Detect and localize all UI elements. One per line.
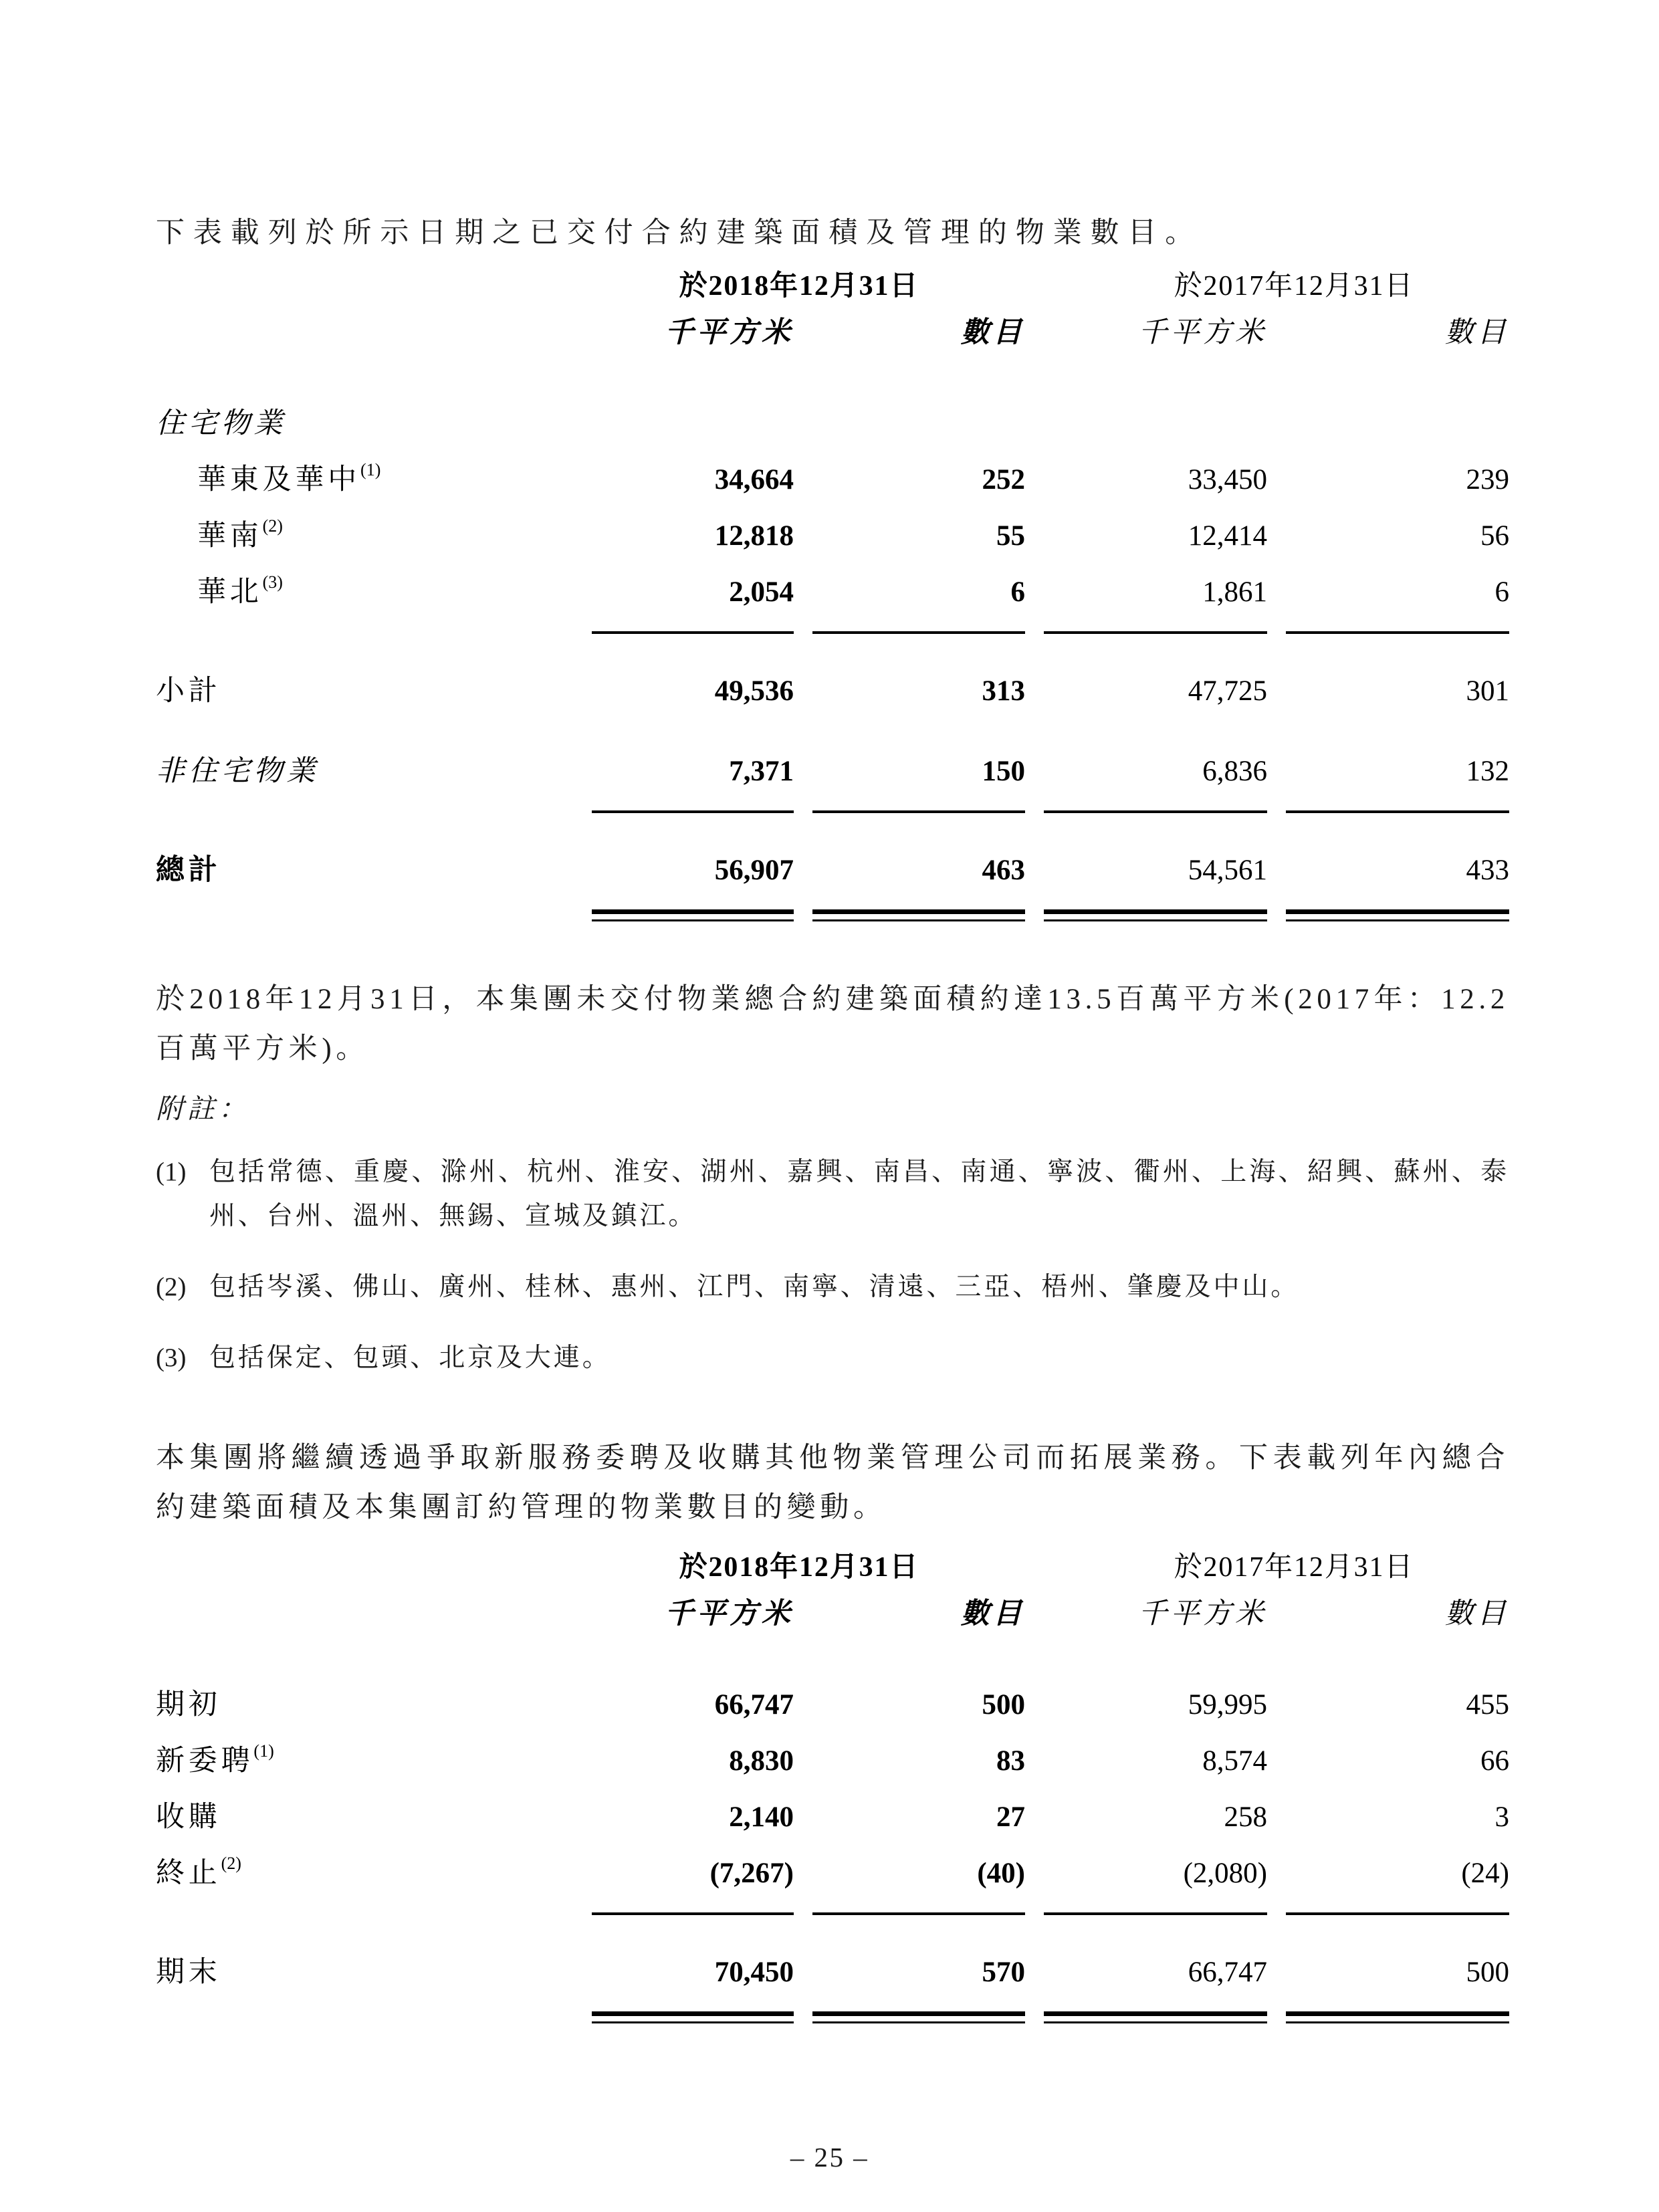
note-ref: (2) [262,516,283,536]
date-header-row [156,1550,1509,1597]
double-rule [1286,909,1509,921]
row-label: 新委聘$^{(1)}$ [156,1741,274,1777]
cell-value: 12,818 [714,520,794,552]
header-thousand-sqm-2017: 千平方米 [1138,317,1267,348]
cell-value: 66,747 [1188,1957,1267,1988]
cell-value: 6 [1495,576,1509,608]
cell-value: 59,995 [1188,1689,1267,1721]
double-rule-row [156,909,1509,947]
note-text: 包括常德、重慶、滁州、杭州、淮安、湖州、嘉興、南昌、南通、寧波、衢州、上海、紹興、蘇州、泰州、台州、溫州、無錫、宣城及鎮江。 [209,1157,1509,1230]
single-rule-row [156,810,1509,837]
header-count-2017: 數目 [1444,317,1509,348]
double-rule [812,2011,1025,2023]
unit-header-row [156,316,1509,364]
note-ref: (1) [360,460,381,479]
table-row-ending [156,1955,1509,2011]
note-2 [156,1265,1509,1309]
note-text: 包括保定、包頭、北京及大連。 [209,1343,611,1372]
cell-value: 301 [1466,675,1509,707]
row-label: 終止$^{(2)}$ [156,1854,241,1889]
row-label: 華南$^{(2)}$ [197,516,283,552]
header-thousand-sqm-2017: 千平方米 [1138,1598,1267,1630]
cell-value: 70,450 [714,1957,794,1988]
empty-cell [156,909,573,947]
empty-cell [156,1550,573,1597]
empty-cell [156,2011,573,2049]
single-rule [592,810,794,813]
spacer [156,837,1509,853]
cell-value: 1,861 [1202,576,1267,608]
double-rule [812,909,1025,921]
spacer [156,730,1509,754]
header-count-2018: 數目 [960,317,1025,348]
single-rule [1286,1912,1509,1915]
single-rule [1286,631,1509,634]
undelivered-gfa-paragraph: 於2018年12月31日，本集團未交付物業總合約建築面積約達13.5百萬平方米(2017年：12.2百萬平方米)。 [156,984,1509,1065]
row-label: 非住宅物業 [156,756,320,787]
empty-cell [156,1597,573,1645]
double-rule [1044,2011,1267,2023]
cell-value: 47,725 [1188,675,1267,707]
double-rule [1286,2011,1509,2023]
cell-value: (24) [1461,1858,1509,1889]
row-label: 期初 [156,1689,221,1721]
table-row-residential-section [156,407,1509,463]
cell-value [1267,407,1509,463]
header-thousand-sqm-2018: 千平方米 [665,1598,794,1630]
cell-value: 27 [996,1801,1025,1833]
table-row-south-china [156,519,1509,575]
cell-value: 500 [982,1689,1025,1721]
table-row-beginning [156,1688,1509,1744]
date-header-row [156,269,1509,316]
page-number: – 25 – [790,2142,869,2173]
cell-value [1025,407,1267,463]
row-label: 華東及華中$^{(1)}$ [197,460,381,495]
header-count-2017: 數目 [1444,1598,1509,1630]
row-label: 收購 [156,1801,221,1833]
single-rule [812,631,1025,634]
double-rule [592,909,794,921]
cell-value: 570 [982,1957,1025,1988]
note-text: 包括岑溪、佛山、廣州、桂林、惠州、江門、南寧、清遠、三亞、梧州、肇慶及中山。 [209,1273,1300,1301]
cell-value: 56,907 [714,855,794,886]
empty-cell [156,631,573,658]
table-row-north-china [156,575,1509,631]
note-1 [156,1150,1509,1238]
single-rule [1286,810,1509,813]
cell-value: 6,836 [1202,756,1267,787]
cell-value: 3 [1495,1801,1509,1833]
empty-cell [156,316,573,364]
single-rule [812,1912,1025,1915]
spacer [156,658,1509,674]
spacer [156,1939,1509,1955]
table-row-new-engagements [156,1744,1509,1800]
cell-value: 34,664 [714,464,794,495]
single-rule [1044,810,1267,813]
empty-cell [156,810,573,837]
cell-value: 7,371 [729,756,794,787]
table-row-subtotal [156,674,1509,730]
single-rule [1044,1912,1267,1915]
row-label: 小計 [156,675,221,707]
row-label: 住宅物業 [156,408,287,439]
header-as-at-2018: 於2018年12月31日 [679,1552,919,1583]
row-label: 華北$^{(3)}$ [197,572,283,608]
cell-value: 66 [1480,1745,1509,1777]
cell-value: 49,536 [714,675,794,707]
cell-value: 66,747 [714,1689,794,1721]
note-ref: (1) [253,1741,274,1761]
empty-cell [156,1912,573,1939]
cell-value [573,407,794,463]
single-rule-row [156,631,1509,658]
cell-value: 313 [982,675,1025,707]
note-number: (1) [156,1157,187,1186]
single-rule [592,631,794,634]
cell-value: 8,574 [1202,1745,1267,1777]
cell-value: 455 [1466,1689,1509,1721]
spacer [156,1645,1509,1688]
double-rule [592,2011,794,2023]
notes-heading: 附註： [156,1093,250,1124]
table-row-termination [156,1856,1509,1912]
cell-value: 150 [982,756,1025,787]
empty-cell [156,269,573,316]
header-count-2018: 數目 [960,1598,1025,1630]
cell-value: 258 [1224,1801,1267,1833]
table-row-total [156,853,1509,909]
cell-value: 500 [1466,1957,1509,1988]
spacer [156,364,1509,407]
header-as-at-2017: 於2017年12月31日 [1174,1552,1414,1583]
cell-value: 6 [1010,576,1025,608]
row-label: 總計 [156,855,221,886]
cell-value: 8,830 [729,1745,794,1777]
note-number: (3) [156,1343,187,1372]
table-row-east-central-china [156,463,1509,519]
cell-value: 2,140 [729,1801,794,1833]
single-rule-row [156,1912,1509,1939]
cell-value: 463 [982,855,1025,886]
table-row-non-residential [156,754,1509,810]
note-ref: (3) [262,572,283,592]
single-rule [592,1912,794,1915]
cell-value: 12,414 [1188,520,1267,552]
header-thousand-sqm-2018: 千平方米 [665,317,794,348]
cell-value: 83 [996,1745,1025,1777]
note-3 [156,1336,1509,1380]
single-rule [1044,631,1267,634]
gfa-movement-table [156,1550,1509,2049]
intro-paragraph: 下表載列於所示日期之已交付合約建築面積及管理的物業數目。 [156,217,1203,249]
expansion-paragraph: 本集團將繼續透過爭取新服務委聘及收購其他物業管理公司而拓展業務。下表載列年內總合約建築面積及本集團訂約管理的物業數目的變動。 [156,1442,1509,1523]
cell-value: 433 [1466,855,1509,886]
delivered-gfa-table [156,269,1509,947]
cell-value: 132 [1466,756,1509,787]
cell-value [794,407,1025,463]
cell-value: 239 [1466,464,1509,495]
table-row-acquisition [156,1800,1509,1856]
cell-value: 33,450 [1188,464,1267,495]
cell-value: 56 [1480,520,1509,552]
unit-header-row [156,1597,1509,1645]
cell-value: 252 [982,464,1025,495]
cell-value: 54,561 [1188,855,1267,886]
cell-value: (40) [977,1858,1025,1889]
double-rule-row [156,2011,1509,2049]
double-rule [1044,909,1267,921]
note-number: (2) [156,1273,187,1301]
row-label: 期末 [156,1957,221,1988]
header-as-at-2017: 於2017年12月31日 [1174,271,1414,302]
note-ref: (2) [221,1854,241,1873]
single-rule [812,810,1025,813]
cell-value: (7,267) [709,1858,794,1889]
cell-value: 2,054 [729,576,794,608]
cell-value: 55 [996,520,1025,552]
header-as-at-2018: 於2018年12月31日 [679,271,919,302]
cell-value: (2,080) [1183,1858,1267,1889]
